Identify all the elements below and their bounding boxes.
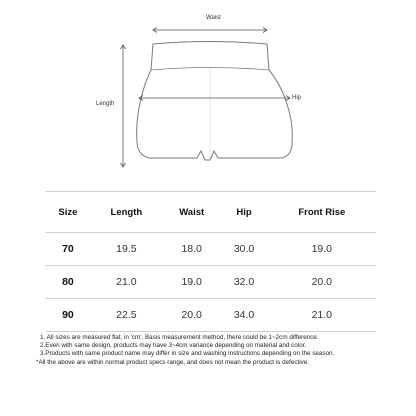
hip-label: Hip <box>292 95 302 101</box>
table-header-row <box>46 192 376 233</box>
shorts-outline <box>137 42 293 161</box>
cell-size: 70 <box>46 233 90 266</box>
cell-length: 22.5 <box>90 299 163 332</box>
cell-hip: 30.0 <box>220 233 267 266</box>
table-row <box>46 266 376 299</box>
size-chart-table <box>46 191 376 332</box>
header-size: Size <box>46 192 90 233</box>
size-notes <box>36 334 390 367</box>
table-row <box>46 299 376 332</box>
waist-arrow <box>153 28 267 33</box>
cell-length: 19.5 <box>90 233 163 266</box>
cell-waist: 20.0 <box>163 299 221 332</box>
cell-size: 80 <box>46 266 90 299</box>
header-front-rise: Front Rise <box>268 192 376 233</box>
cell-front-rise: 21.0 <box>268 299 376 332</box>
cell-length: 21.0 <box>90 266 163 299</box>
shorts-illustration <box>0 0 416 180</box>
note-item: 2.Even with same design, products may have 3~4cm variance depending on material and color. <box>40 342 307 350</box>
header-length: Length <box>90 192 163 233</box>
cell-hip: 34.0 <box>220 299 267 332</box>
cell-size: 90 <box>46 299 90 332</box>
note-item: 1. All sizes are measured flat, in 'cm'. Basis measurement method, there could be 1~2cm difference. <box>40 334 319 341</box>
length-arrow <box>121 45 126 167</box>
cell-hip: 32.0 <box>220 266 267 299</box>
header-hip: Hip <box>220 192 267 233</box>
header-waist: Waist <box>163 192 221 233</box>
waist-label: Waist <box>206 15 221 21</box>
disclaimer-note: *All the above are within normal product specs range, and does not mean the product is defective. <box>36 358 310 366</box>
cell-waist: 19.0 <box>163 266 221 299</box>
length-label: Length <box>96 101 115 107</box>
cell-waist: 18.0 <box>163 233 221 266</box>
cell-front-rise: 19.0 <box>268 233 376 266</box>
note-item: 3.Products with same product name may differ in size and washing instructions depending on the season. <box>40 350 335 358</box>
cell-front-rise: 20.0 <box>268 266 376 299</box>
measurement-diagram <box>0 0 416 180</box>
table-row <box>46 233 376 266</box>
